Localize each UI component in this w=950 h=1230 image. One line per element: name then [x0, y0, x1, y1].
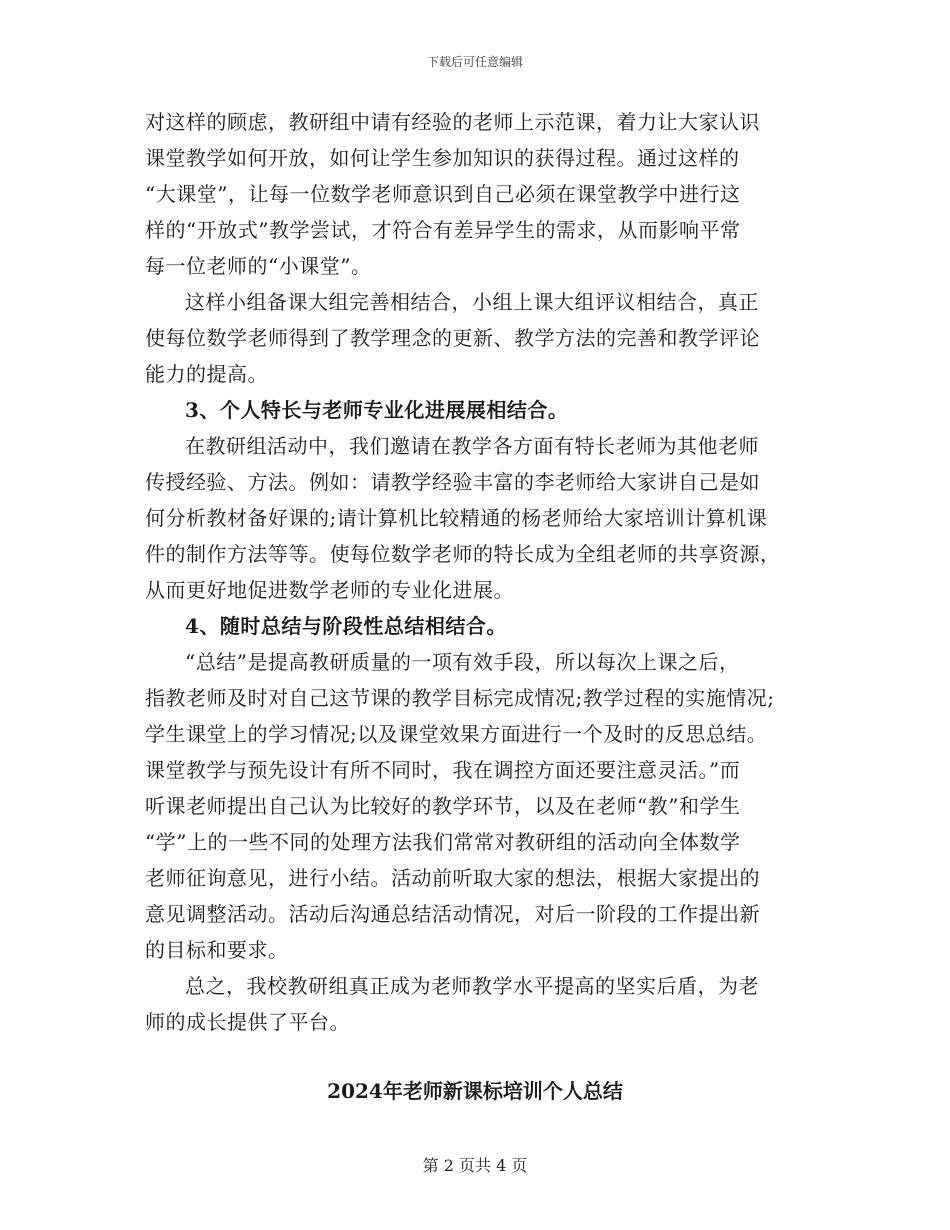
text-line: 课堂教学与预先设计有所不同时，我在调控方面还要注意灵活。”而: [145, 758, 741, 782]
text-line: 老师征询意见，进行小结。活动前听取大家的想法，根据大家提出的: [145, 866, 760, 890]
text-line: “大课堂”，让每一位数学老师意识到自己必须在课堂教学中进行这: [145, 182, 741, 206]
text-line: 传授经验、方法。例如：请教学经验丰富的李老师给大家讲自己是如: [145, 470, 760, 494]
text-line: 的目标和要求。: [145, 938, 289, 962]
text-line: 课堂教学如何开放，如何让学生参加知识的获得过程。通过这样的: [145, 146, 740, 170]
text-line: 意见调整活动。活动后沟通总结活动情况，对后一阶段的工作提出新: [145, 902, 760, 926]
text-line: 件的制作方法等等。使每位数学老师的特长成为全组老师的共享资源，: [145, 542, 781, 566]
section-heading-4: 4、随时总结与阶段性总结相结合。: [185, 614, 507, 638]
text-line: 每一位老师的“小课堂”。: [145, 254, 372, 278]
text-line: 使每位数学老师得到了教学理念的更新、教学方法的完善和教学评论: [145, 326, 760, 350]
page-footer: 第 2 页共 4 页: [422, 1156, 528, 1175]
paragraph-first-line: 在教研组活动中，我们邀请在教学各方面有特长老师为其他老师: [185, 434, 759, 458]
text-line: 师的成长提供了平台。: [145, 1010, 350, 1034]
paragraph-first-line: “总结”是提高教研质量的一项有效手段，所以每次上课之后，: [185, 650, 740, 674]
text-line: 听课老师提出自己认为比较好的教学环节，以及在老师“教”和学生: [145, 794, 741, 818]
text-line: 从而更好地促进数学老师的专业化进展。: [145, 578, 514, 602]
paragraph-first-line: 总之，我校教研组真正成为老师教学水平提高的坚实后盾，为老: [185, 974, 759, 998]
page-header: 下载后可任意编辑: [426, 55, 523, 69]
section-heading-3: 3、个人特长与老师专业化进展展相结合。: [185, 398, 569, 422]
text-line: 样的“开放式”教学尝试，才符合有差异学生的需求，从而影响平常: [145, 218, 741, 242]
text-line: 能力的提高。: [145, 362, 268, 386]
text-line: 对这样的顾虑，教研组中请有经验的老师上示范课，着力让大家认识: [145, 110, 760, 134]
paragraph-first-line: 这样小组备课大组完善相结合，小组上课大组评议相结合，真正: [185, 290, 759, 314]
text-line: “学”上的一些不同的处理方法我们常常对教研组的活动向全体数学: [145, 830, 741, 854]
document-title: 2024年老师新课标培训个人总结: [327, 1079, 623, 1103]
text-line: 指教老师及时对自己这节课的教学目标完成情况;教学过程的实施情况;: [145, 686, 775, 710]
text-line: 何分析教材备好课的;请计算机比较精通的杨老师给大家培训计算机课: [145, 506, 768, 530]
text-line: 学生课堂上的学习情况;以及课堂效果方面进行一个及时的反思总结。: [145, 722, 768, 746]
document-body: [145, 104, 815, 1040]
